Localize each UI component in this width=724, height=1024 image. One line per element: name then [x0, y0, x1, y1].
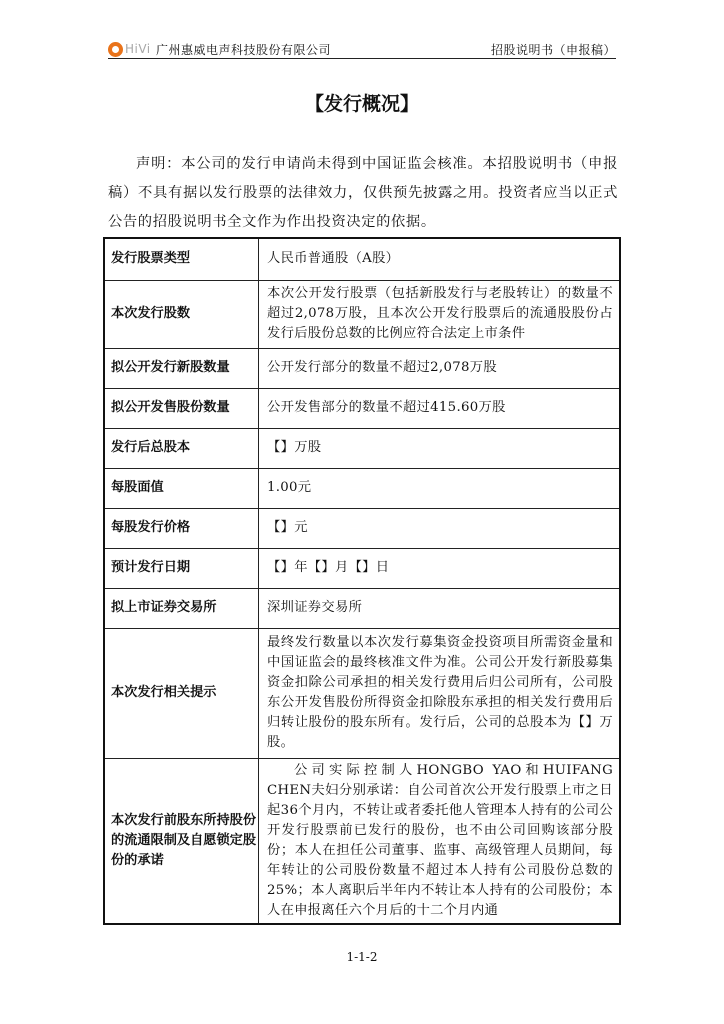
row-label: 发行后总股本	[104, 428, 259, 468]
table-row	[104, 548, 620, 588]
row-label: 发行股票类型	[104, 238, 259, 280]
row-value: 深圳证券交易所	[259, 588, 621, 628]
row-value: 本次公开发行股票（包括新股发行与老股转让）的数量不超过2,078万股，且本次公开发行股票后的流通股股份占发行后股份总数的比例应符合法定上市条件	[259, 280, 621, 348]
table-row	[104, 628, 620, 758]
row-label: 本次发行相关提示	[104, 628, 259, 758]
company-logo	[108, 40, 151, 58]
row-label: 本次发行股数	[104, 280, 259, 348]
table-row	[104, 238, 620, 280]
header-divider	[108, 58, 616, 59]
offering-overview-table	[103, 237, 621, 925]
statement-paragraph: 声明：本公司的发行申请尚未得到中国证监会核准。本招股说明书（申报稿）不具有据以发行股票的法律效力，仅供预先披露之用。投资者应当以正式公告的招股说明书全文作为作出投资决定的依据。	[108, 156, 618, 230]
row-value: 【】元	[259, 508, 621, 548]
table-row	[104, 468, 620, 508]
table-row	[104, 388, 620, 428]
row-value: 公开发售部分的数量不超过415.60万股	[259, 388, 621, 428]
logo-circle-icon	[108, 42, 123, 57]
table-row	[104, 588, 620, 628]
row-label: 拟公开发售股份数量	[104, 388, 259, 428]
row-label: 拟上市证券交易所	[104, 588, 259, 628]
company-name: 广州惠威电声科技股份有限公司	[156, 43, 332, 57]
page-number: 1-1-2	[346, 950, 378, 964]
table-row	[104, 508, 620, 548]
row-label: 每股发行价格	[104, 508, 259, 548]
table-row	[104, 758, 620, 924]
table-row	[104, 348, 620, 388]
row-label: 本次发行前股东所持股份的流通限制及自愿锁定股份的承诺	[104, 758, 259, 924]
row-value: 公司实际控制人HONGBO YAO和HUIFANG CHEN夫妇分别承诺：自公司首次公开发行股票上市之日起36个月内，不转让或者委托他人管理本人持有的公司公开发行股票前已发行的股份，也不由公司回购该部分股份；本人在担任公司董事、监事、高级管理人员期间，每年转让的公司股份数量不超过本人持有公司股份总数的25%；本人离职后半年内不转让本人持有的公司股份；本人在申报离任六个月后的十二个月内通	[259, 758, 621, 924]
row-value: 1.00元	[259, 468, 621, 508]
row-value: 人民币普通股（A股）	[259, 238, 621, 280]
section-title: 【发行概况】	[304, 93, 419, 115]
row-label: 预计发行日期	[104, 548, 259, 588]
row-value: 最终发行数量以本次发行募集资金投资项目所需资金量和中国证监会的最终核准文件为准。公司公开发行新股募集资金扣除公司承担的相关发行费用后归公司所有，公司股东公开发售股份所得资金扣除股东承担的相关发行费用后归转让股份的股东所有。发行后，公司的总股本为【】万股。	[259, 628, 621, 758]
row-value: 【】年【】月【】日	[259, 548, 621, 588]
table-row	[104, 280, 620, 348]
row-label: 每股面值	[104, 468, 259, 508]
document-type: 招股说明书（申报稿）	[490, 43, 616, 57]
page-header	[108, 38, 616, 60]
row-value: 公开发行部分的数量不超过2,078万股	[259, 348, 621, 388]
row-value: 【】万股	[259, 428, 621, 468]
table-row	[104, 428, 620, 468]
row-label: 拟公开发行新股数量	[104, 348, 259, 388]
logo-text: HiVi	[125, 42, 151, 56]
